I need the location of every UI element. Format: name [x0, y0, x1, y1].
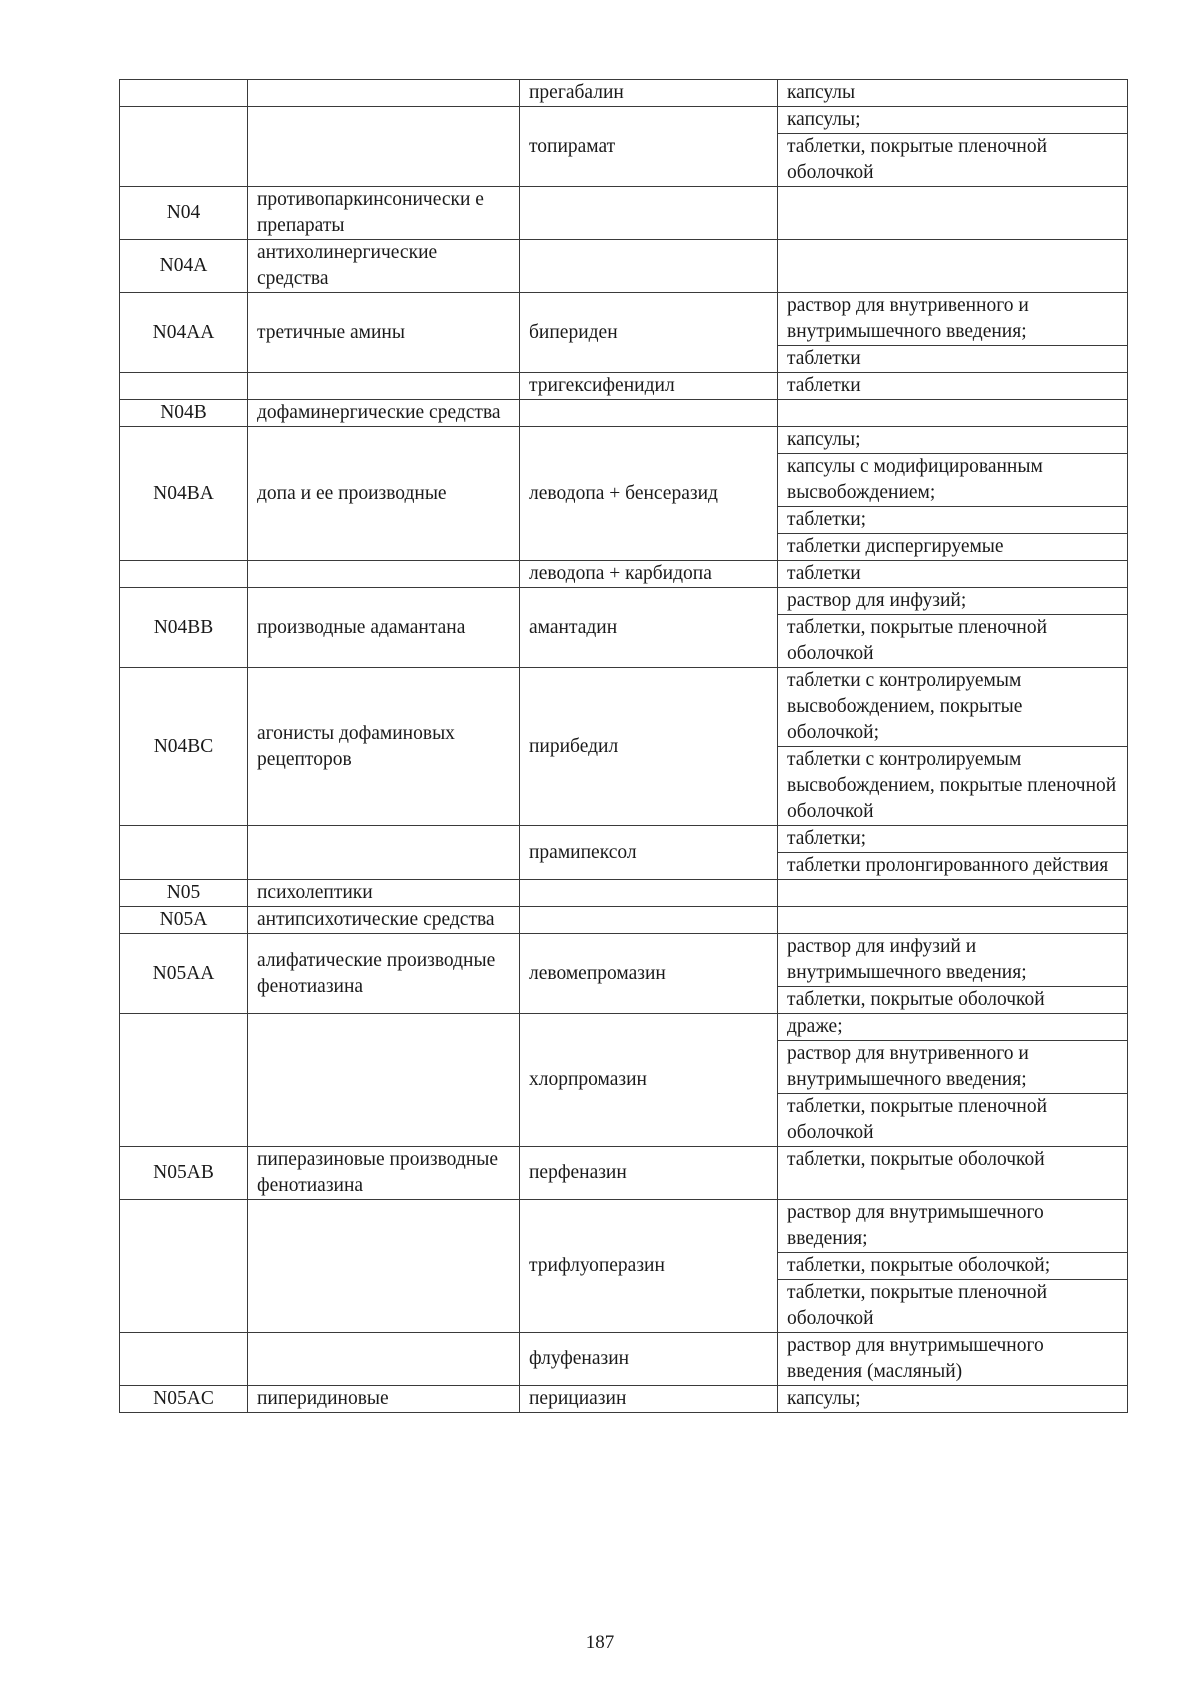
dosage-form-cell	[778, 400, 1128, 427]
atc-code-cell: N05A	[120, 907, 248, 934]
table-row	[120, 826, 1128, 880]
atc-code-cell	[120, 107, 248, 187]
atc-group-cell	[248, 826, 520, 880]
atc-code-cell: N04BA	[120, 427, 248, 561]
dosage-form-cell	[778, 588, 1128, 668]
atc-group-cell: пиперидиновые	[248, 1386, 520, 1413]
dosage-form-item: капсулы с модифицированным высвобождением;	[778, 453, 1127, 506]
drug-table	[119, 79, 1128, 1413]
dosage-form-item: раствор для инфузий и внутримышечного введения;	[787, 936, 1027, 983]
dosage-form-item: раствор для внутривенного и внутримышечного введения;	[778, 1040, 1127, 1093]
atc-code-cell	[120, 373, 248, 400]
atc-group-cell: антипсихотические средства	[248, 907, 520, 934]
substance-cell: левомепромазин	[520, 934, 778, 1014]
table-row	[120, 934, 1128, 1014]
substance-cell: флуфеназин	[520, 1333, 778, 1386]
dosage-form-item: таблетки, покрытые пленочной оболочкой	[778, 1279, 1127, 1332]
atc-code-cell: N05AA	[120, 934, 248, 1014]
table-row	[120, 907, 1128, 934]
dosage-form-cell	[778, 107, 1128, 187]
table-row	[120, 668, 1128, 826]
substance-cell: топирамат	[520, 107, 778, 187]
atc-group-cell: психолептики	[248, 880, 520, 907]
dosage-form-cell	[778, 1147, 1128, 1200]
substance-cell: амантадин	[520, 588, 778, 668]
atc-group-cell	[248, 1014, 520, 1147]
dosage-form-cell	[778, 934, 1128, 1014]
atc-code-cell: N04A	[120, 240, 248, 293]
substance-cell	[520, 880, 778, 907]
atc-code-cell	[120, 80, 248, 107]
table-row	[120, 427, 1128, 561]
substance-cell	[520, 907, 778, 934]
dosage-form-item: капсулы;	[787, 429, 861, 450]
dosage-form-cell	[778, 668, 1128, 826]
dosage-form-cell	[778, 1333, 1128, 1386]
dosage-form-item	[778, 880, 1127, 906]
dosage-form-item	[778, 240, 1127, 266]
table-row	[120, 1200, 1128, 1333]
atc-group-cell: дофаминергические средства	[248, 400, 520, 427]
dosage-form-cell	[778, 880, 1128, 907]
table-row	[120, 1014, 1128, 1147]
substance-cell: хлорпромазин	[520, 1014, 778, 1147]
atc-group-cell: производные адамантана	[248, 588, 520, 668]
dosage-form-item: таблетки, покрытые оболочкой	[787, 1149, 1045, 1170]
atc-code-cell	[120, 561, 248, 588]
table-row	[120, 80, 1128, 107]
table-row	[120, 373, 1128, 400]
atc-code-cell	[120, 1014, 248, 1147]
table-row	[120, 588, 1128, 668]
substance-cell: леводопа + карбидопа	[520, 561, 778, 588]
atc-code-cell: N04	[120, 187, 248, 240]
atc-group-cell	[248, 80, 520, 107]
dosage-form-item: раствор для инфузий;	[787, 590, 967, 611]
dosage-form-cell	[778, 1386, 1128, 1413]
table-row	[120, 400, 1128, 427]
substance-cell: бипериден	[520, 293, 778, 373]
atc-code-cell: N05AC	[120, 1386, 248, 1413]
substance-cell: прегабалин	[520, 80, 778, 107]
table-row	[120, 880, 1128, 907]
atc-group-cell	[248, 561, 520, 588]
substance-cell: трифлуоперазин	[520, 1200, 778, 1333]
dosage-form-item: раствор для внутримышечного введения (масляный)	[787, 1335, 1044, 1382]
page-number: 187	[585, 1632, 615, 1653]
dosage-form-cell	[778, 80, 1128, 107]
dosage-form-item: таблетки	[787, 563, 861, 584]
substance-cell: прамипексол	[520, 826, 778, 880]
atc-group-cell	[248, 1200, 520, 1333]
dosage-form-item	[778, 400, 1127, 426]
atc-code-cell	[120, 1333, 248, 1386]
dosage-form-item: капсулы;	[787, 109, 861, 130]
dosage-form-item: таблетки пролонгированного действия	[778, 852, 1127, 879]
table-row	[120, 561, 1128, 588]
dosage-form-item: капсулы	[787, 82, 856, 103]
dosage-form-item: раствор для внутримышечного введения;	[787, 1202, 1044, 1249]
table-row	[120, 1333, 1128, 1386]
atc-code-cell: N04BB	[120, 588, 248, 668]
substance-cell: перфеназин	[520, 1147, 778, 1200]
drug-table-body	[120, 80, 1128, 1413]
substance-cell	[520, 400, 778, 427]
table-row	[120, 1386, 1128, 1413]
table-row	[120, 107, 1128, 187]
atc-group-cell: пиперазиновые производные фенотиазина	[248, 1147, 520, 1200]
dosage-form-item: таблетки, покрытые пленочной оболочкой	[778, 133, 1127, 186]
substance-cell: леводопа + бенсеразид	[520, 427, 778, 561]
atc-group-cell: третичные амины	[248, 293, 520, 373]
dosage-form-cell	[778, 561, 1128, 588]
dosage-form-cell	[778, 427, 1128, 561]
atc-group-cell: агонисты дофаминовых рецепторов	[248, 668, 520, 826]
atc-group-cell: допа и ее производные	[248, 427, 520, 561]
atc-group-cell	[248, 107, 520, 187]
dosage-form-item: таблетки, покрытые пленочной оболочкой	[778, 1093, 1127, 1146]
dosage-form-item: раствор для внутривенного и внутримышечного введения;	[787, 295, 1029, 342]
atc-code-cell: N05	[120, 880, 248, 907]
dosage-form-item: таблетки, покрытые пленочной оболочкой	[778, 614, 1127, 667]
atc-group-cell	[248, 1333, 520, 1386]
dosage-form-item	[778, 187, 1127, 213]
dosage-form-item: таблетки	[787, 375, 861, 396]
atc-code-cell	[120, 826, 248, 880]
dosage-form-cell	[778, 373, 1128, 400]
table-row	[120, 293, 1128, 373]
dosage-form-item: таблетки с контролируемым высвобождением, покрытые пленочной оболочкой	[778, 746, 1127, 825]
table-row	[120, 187, 1128, 240]
atc-group-cell: антихолинергические средства	[248, 240, 520, 293]
atc-code-cell: N04AA	[120, 293, 248, 373]
dosage-form-item: капсулы;	[787, 1388, 861, 1409]
dosage-form-cell	[778, 240, 1128, 293]
table-row	[120, 1147, 1128, 1200]
dosage-form-item	[778, 907, 1127, 933]
dosage-form-item: таблетки;	[787, 828, 867, 849]
atc-code-cell: N04B	[120, 400, 248, 427]
dosage-form-item: таблетки, покрытые оболочкой	[778, 986, 1127, 1013]
atc-code-cell: N05AB	[120, 1147, 248, 1200]
atc-group-cell: противопаркинсонически е препараты	[248, 187, 520, 240]
substance-cell: тригексифенидил	[520, 373, 778, 400]
dosage-form-item: таблетки диспергируемые	[778, 533, 1127, 560]
dosage-form-cell	[778, 187, 1128, 240]
substance-cell	[520, 240, 778, 293]
dosage-form-item: драже;	[787, 1016, 843, 1037]
dosage-form-cell	[778, 1200, 1128, 1333]
dosage-form-item: таблетки	[778, 345, 1127, 372]
substance-cell	[520, 187, 778, 240]
dosage-form-cell	[778, 826, 1128, 880]
dosage-form-cell	[778, 1014, 1128, 1147]
dosage-form-item: таблетки с контролируемым высвобождением, покрытые оболочкой;	[787, 670, 1023, 743]
dosage-form-cell	[778, 293, 1128, 373]
atc-group-cell: алифатические производные фенотиазина	[248, 934, 520, 1014]
substance-cell: пирибедил	[520, 668, 778, 826]
table-row	[120, 240, 1128, 293]
dosage-form-item: таблетки;	[778, 506, 1127, 533]
dosage-form-item: таблетки, покрытые оболочкой;	[778, 1252, 1127, 1279]
atc-code-cell: N04BC	[120, 668, 248, 826]
atc-code-cell	[120, 1200, 248, 1333]
dosage-form-cell	[778, 907, 1128, 934]
atc-group-cell	[248, 373, 520, 400]
substance-cell: перициазин	[520, 1386, 778, 1413]
